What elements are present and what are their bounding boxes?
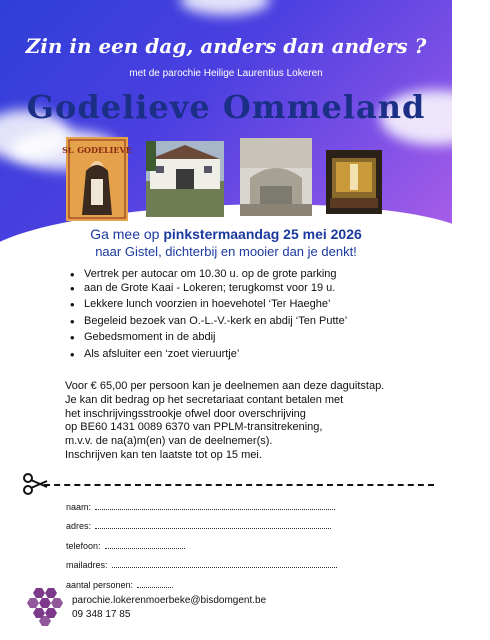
phone-label: telefoon: <box>66 541 101 551</box>
list-item-text: Lekkere lunch voorzien in hoevehotel ‘Ter Haeghe’ <box>84 298 331 310</box>
date-line <box>0 226 452 242</box>
form-row-email <box>66 558 337 570</box>
slogan: Zin in een dag, anders dan anders ? <box>25 34 427 58</box>
list-item <box>70 331 347 345</box>
persons-field[interactable] <box>137 578 173 588</box>
list-item-text: aan de Grote Kaai - Lokeren; terugkomst voor 19 u. <box>84 281 336 294</box>
cut-line <box>44 484 434 486</box>
photo-altar <box>326 150 382 214</box>
photo-poster <box>62 137 132 221</box>
email-field[interactable] <box>112 558 337 568</box>
list-item-text: Gebedsmoment in de abdij <box>84 331 216 343</box>
page-title: Godelieve Ommeland <box>26 88 426 126</box>
list-item-text: Vertrek per autocar om 10.30 u. op de grote parking <box>84 268 337 280</box>
footer-phone: 09 348 17 85 <box>72 609 131 620</box>
address-field[interactable] <box>95 519 331 529</box>
list-item <box>70 315 347 329</box>
cloud-decoration <box>180 0 270 15</box>
form-row-address <box>66 519 331 531</box>
email-label: mailadres: <box>66 560 108 570</box>
date-prefix: Ga mee op <box>90 226 164 242</box>
paragraph-line: het inschrijvingsstrookje ofwel door overschrijving <box>65 407 306 420</box>
destination-line: naar Gistel, dichterbij en mooier dan je denkt! <box>95 244 357 259</box>
list-item <box>70 268 347 282</box>
paragraph-line: m.v.v. de na(a)m(en) van de deelnemer(s). <box>65 435 273 448</box>
footer-email[interactable]: parochie.lokerenmoerbeke@bisdomgent.be <box>72 595 267 606</box>
phone-field[interactable] <box>105 539 185 549</box>
list-item-continuation <box>70 282 347 296</box>
photo-farm <box>146 141 224 217</box>
info-paragraph <box>65 380 425 463</box>
date-highlight: pinkstermaandag 25 mei 2026 <box>163 226 362 242</box>
list-item <box>70 298 347 312</box>
program-list <box>70 268 347 364</box>
photo-chapel <box>240 138 312 216</box>
name-label: naam: <box>66 502 92 512</box>
paragraph-line: Je kan dit bedrag op het secretariaat contant betalen met <box>65 393 344 406</box>
form-row-phone <box>66 539 185 551</box>
list-item-text: Als afsluiter een ‘zoet vieruurtje’ <box>84 347 240 360</box>
list-item-text: Begeleid bezoek van O.-L.-V.-kerk en abdij ‘Ten Putte’ <box>84 314 348 327</box>
paragraph-line: op BE60 1431 0089 6370 van PPLM-transitrekening, <box>65 421 323 434</box>
poster-text: St. GODELIEVE <box>62 145 132 155</box>
form-row-name <box>66 500 335 512</box>
persons-label: aantal personen: <box>66 580 134 590</box>
form-row-persons <box>66 578 173 590</box>
grapes-logo-icon <box>28 586 64 626</box>
paragraph-line: Inschrijven kan ten laatste tot op 15 mei. <box>65 448 262 461</box>
list-item <box>70 348 347 362</box>
name-field[interactable] <box>95 500 335 510</box>
address-label: adres: <box>66 521 92 531</box>
paragraph-line: Voor € 65,00 per persoon kan je deelnemen aan deze daguitstap. <box>65 380 385 392</box>
subtitle: met de parochie Heilige Laurentius Lokeren <box>129 68 323 79</box>
